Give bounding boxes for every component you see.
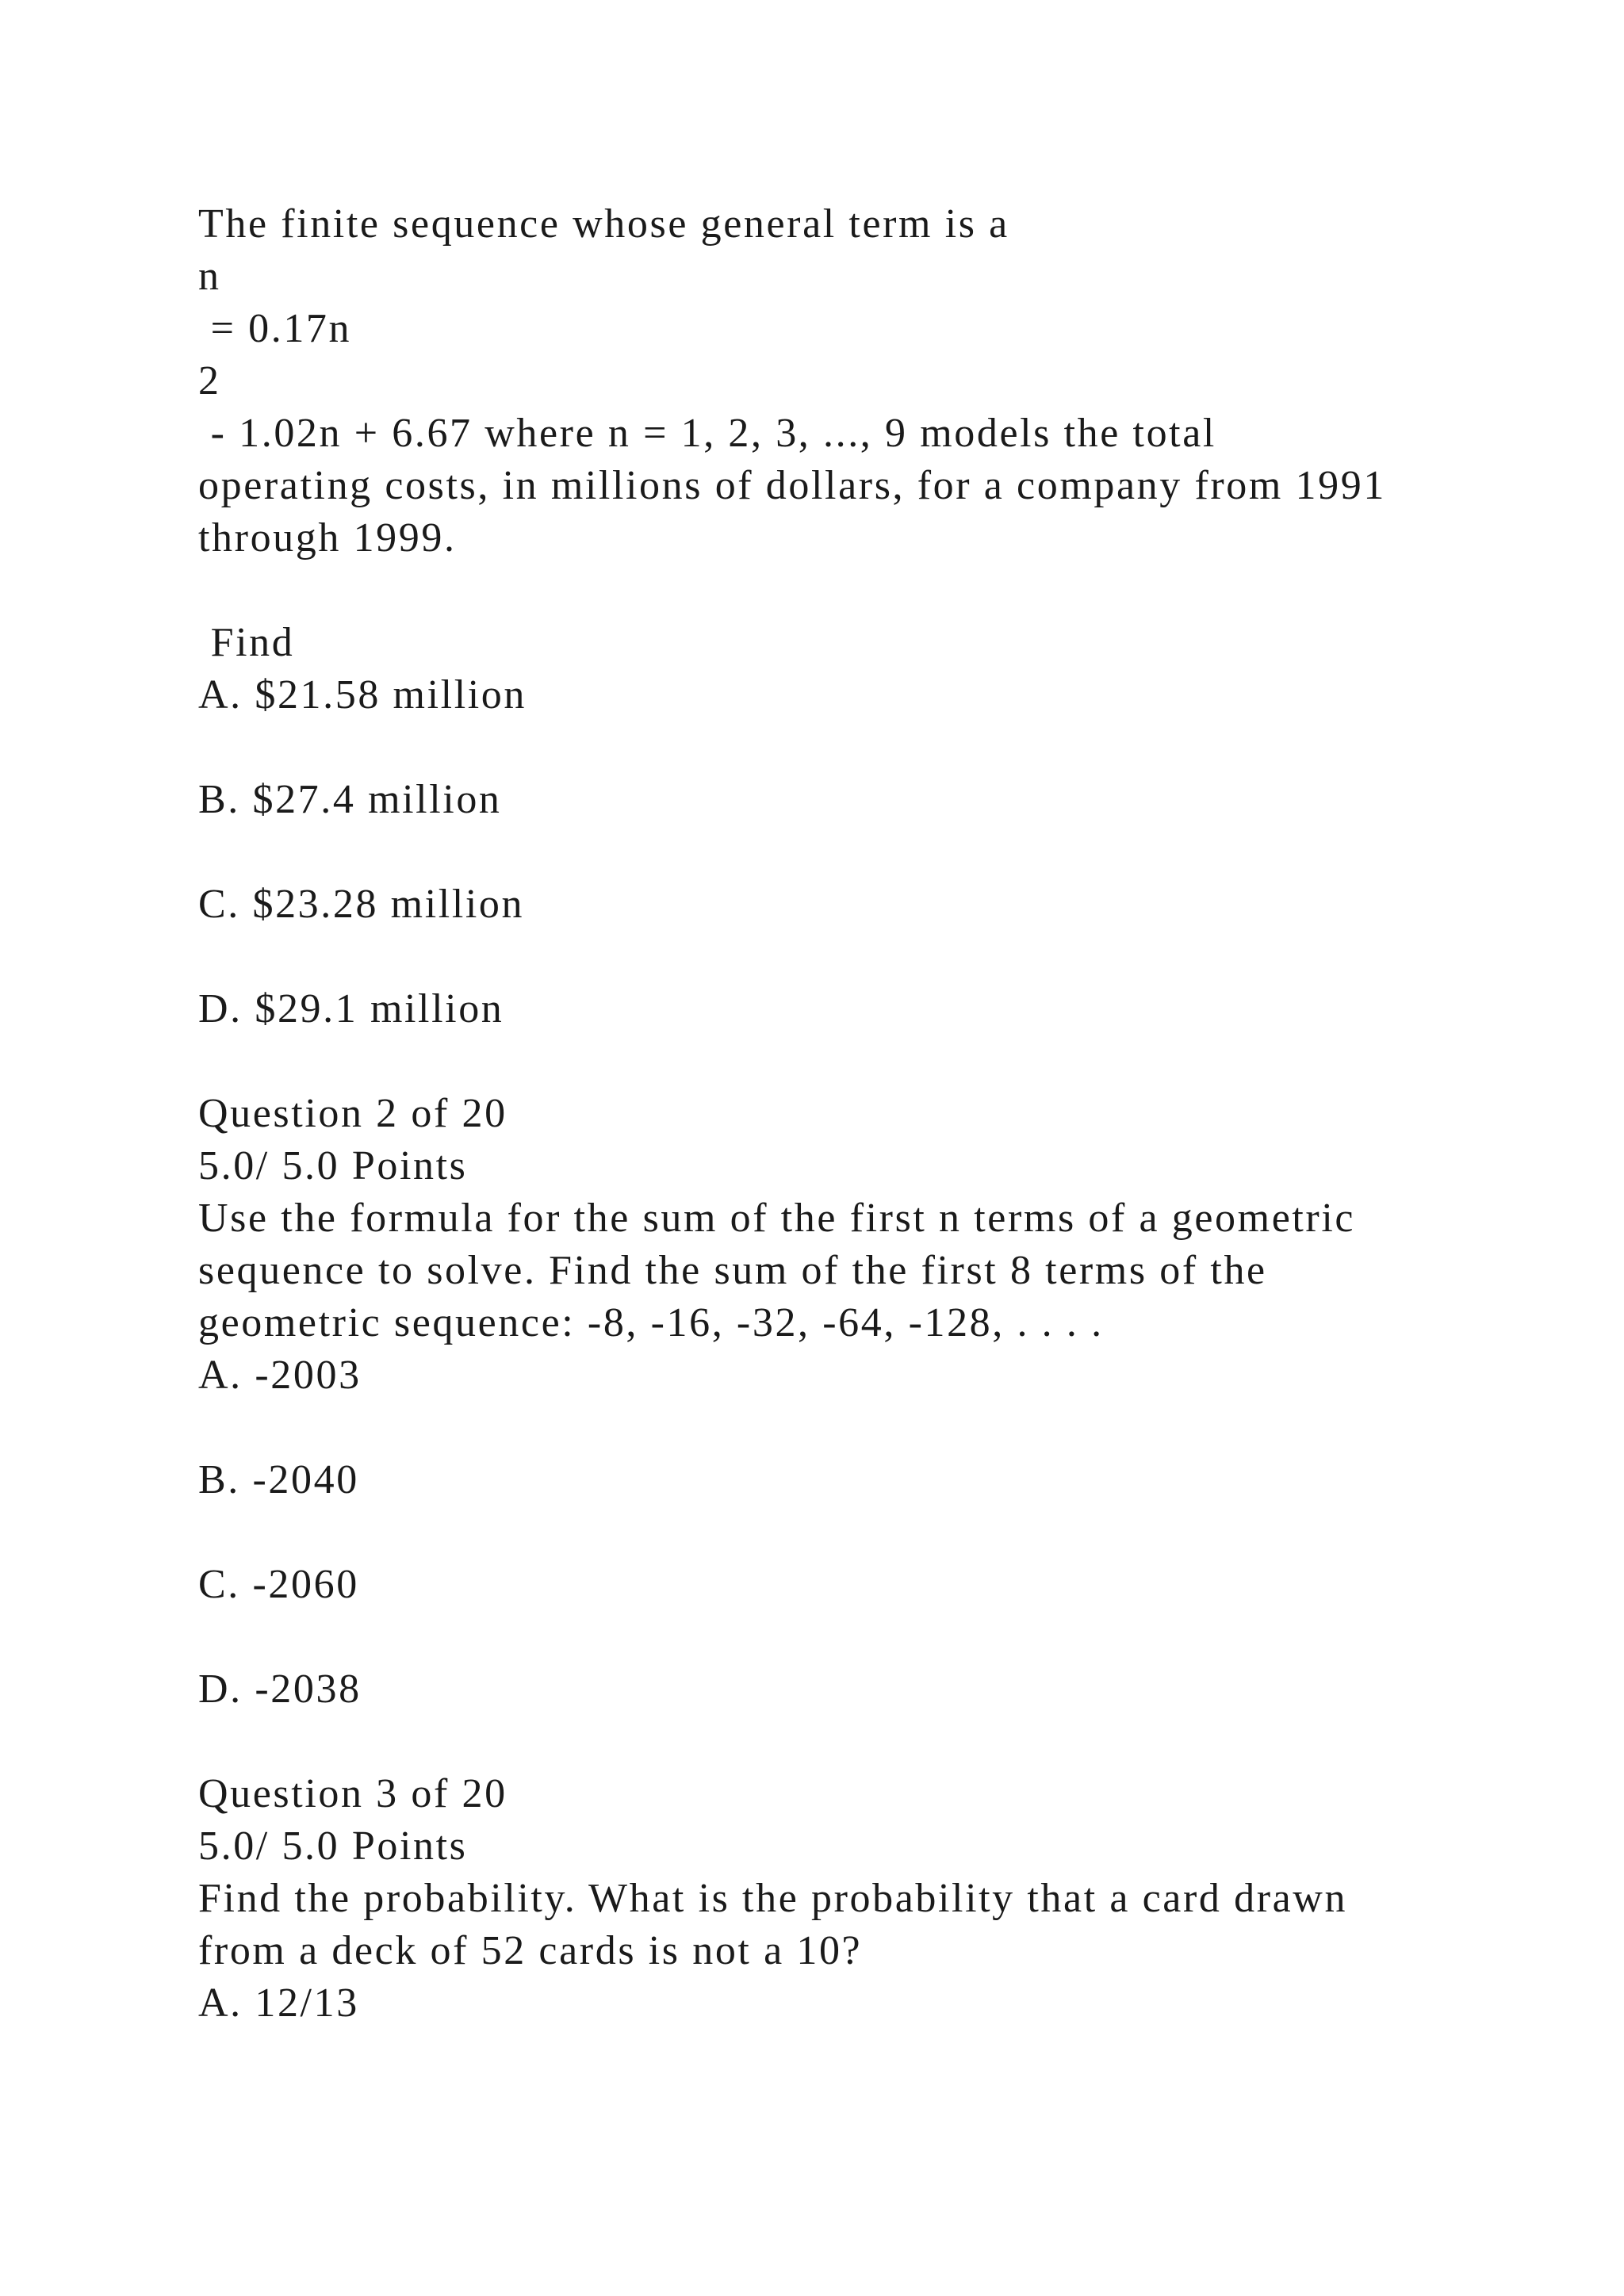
q1-stem-line-2: n (198, 254, 221, 299)
q1-stem-line-3: = 0.17n (198, 306, 352, 351)
q1-option-d: D. $29.1 million (198, 986, 504, 1031)
q3-header: Question 3 of 20 (198, 1771, 508, 1816)
q1-stem-line-6: operating costs, in millions of dollars, for a company from 1991 (198, 463, 1386, 508)
q1-stem-line-1: The finite sequence whose general term is a (198, 201, 1009, 247)
q1-option-b: B. $27.4 million (198, 777, 502, 822)
q2-points: 5.0/ 5.0 Points (198, 1143, 468, 1188)
q2-stem-line-1: Use the formula for the sum of the first n terms of a geometric (198, 1196, 1356, 1241)
q2-option-d: D. -2038 (198, 1667, 362, 1712)
q2-option-c: C. -2060 (198, 1562, 359, 1607)
q2-header: Question 2 of 20 (198, 1091, 508, 1136)
q3-points: 5.0/ 5.0 Points (198, 1823, 468, 1869)
q2-stem-line-2: sequence to solve. Find the sum of the first 8 terms of the (198, 1248, 1267, 1293)
q3-option-a: A. 12/13 (198, 1980, 359, 2026)
q1-stem-line-4: 2 (198, 358, 221, 404)
q1-option-a: A. $21.58 million (198, 672, 527, 718)
q3-stem-line-2: from a deck of 52 cards is not a 10? (198, 1928, 863, 1973)
q1-option-c: C. $23.28 million (198, 882, 525, 927)
q1-stem-line-5: - 1.02n + 6.67 where n = 1, 2, 3, ..., 9 models the total (198, 411, 1216, 456)
q2-stem-line-3: geometric sequence: -8, -16, -32, -64, -128, . . . . (198, 1300, 1104, 1345)
q3-stem-line-1: Find the probability. What is the probability that a card drawn (198, 1876, 1348, 1921)
q1-prompt: Find (198, 620, 295, 665)
q2-option-a: A. -2003 (198, 1353, 362, 1398)
q2-option-b: B. -2040 (198, 1457, 359, 1502)
q1-stem-line-7: through 1999. (198, 515, 457, 561)
